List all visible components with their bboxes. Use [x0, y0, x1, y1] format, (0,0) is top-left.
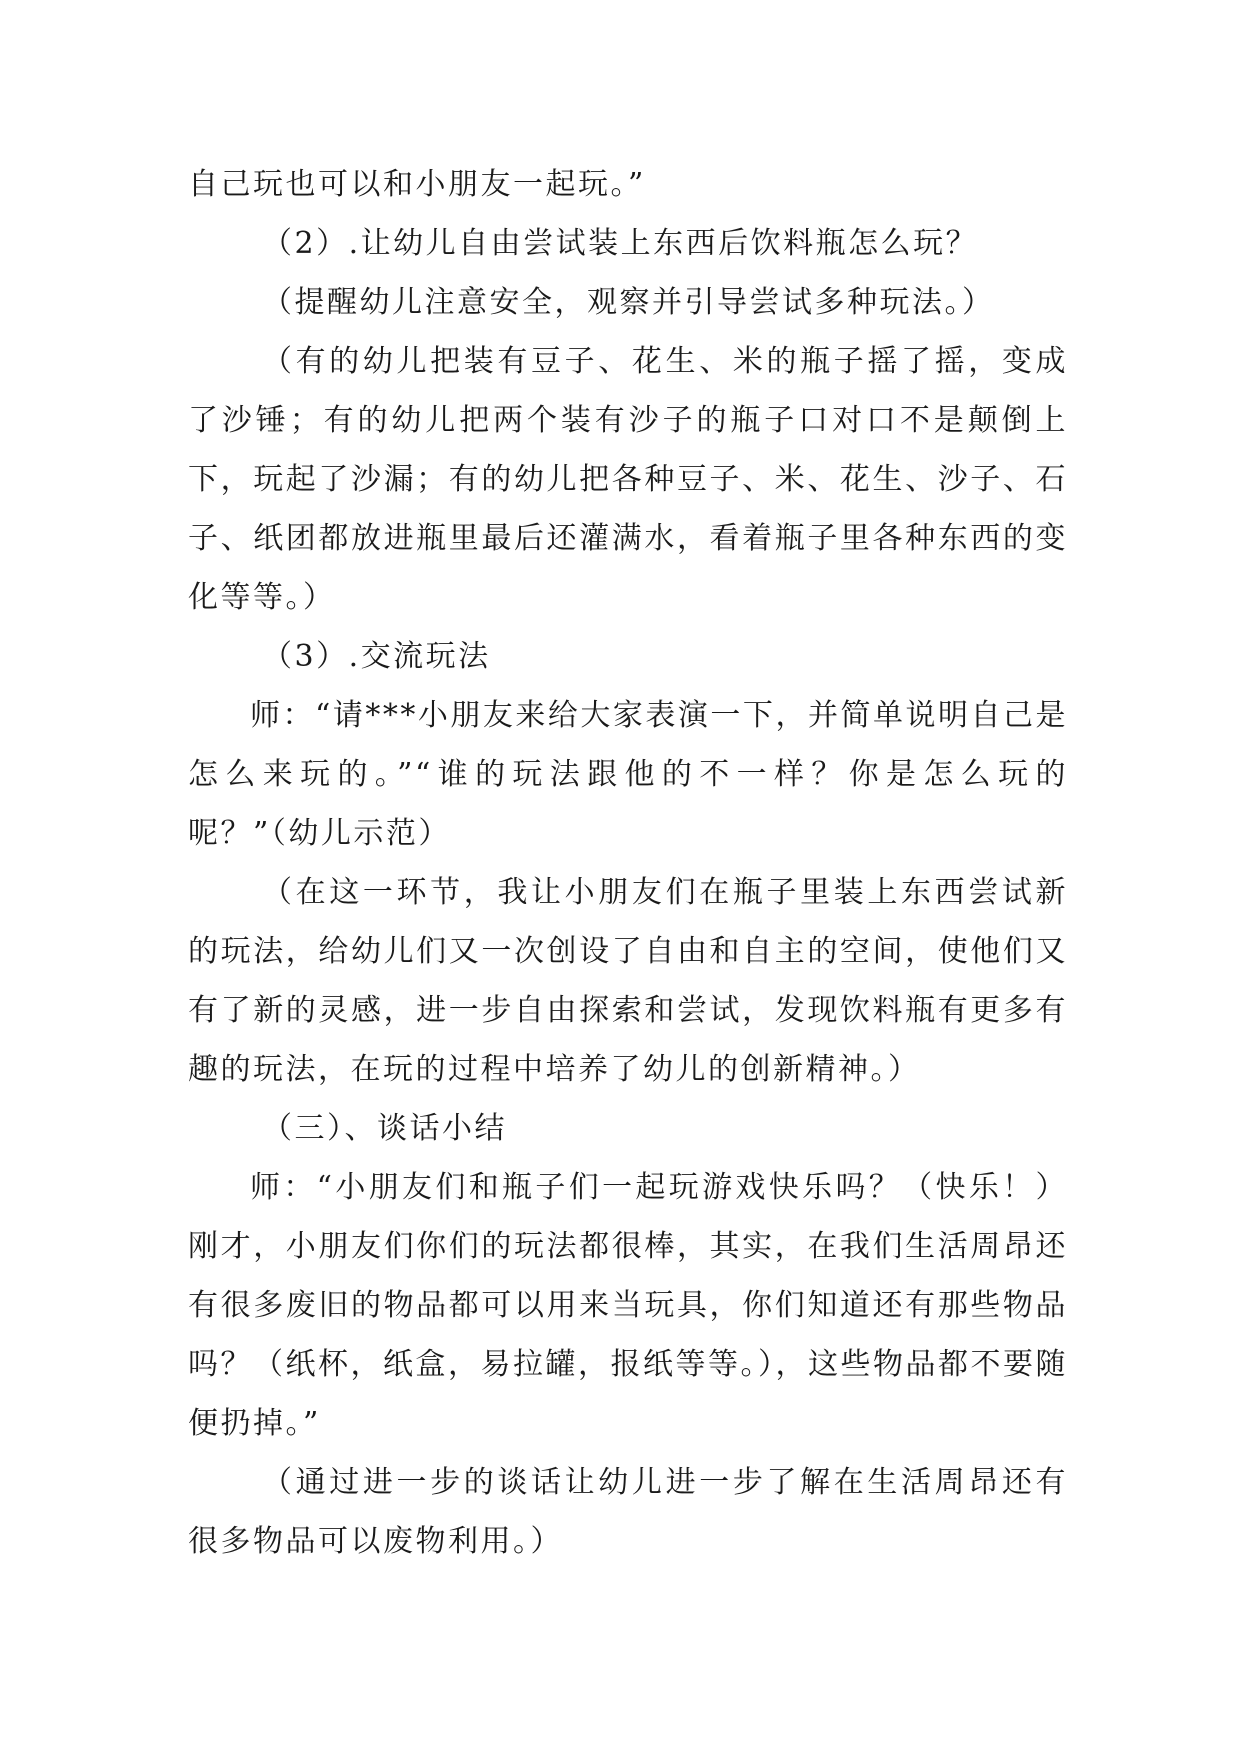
- paragraph-safety-note: （提醒幼儿注意安全，观察并引导尝试多种玩法。）: [262, 285, 995, 320]
- paragraph-continuation: 自己玩也可以和小朋友一起玩。”: [188, 167, 646, 202]
- paragraph-closing: （通过进一步的谈话让幼儿进一步了解在生活周昂还有很多物品可以废物利用。）: [188, 1465, 1068, 1559]
- section-heading-summary: （三）、谈话小结: [262, 1111, 507, 1146]
- paragraph-teacher-summary: 师：“小朋友们和瓶子们一起玩游戏快乐吗？（快乐！）刚才，小朋友们你们的玩法都很棒，其实，在我们生活周昂还有很多废旧的物品都可以用来当玩具，你们知道还有那些物品吗？（纸杯，纸盒，易拉罐，报纸等等。），这些物品都不要随便扔掉。”: [188, 1170, 1068, 1441]
- paragraph-reflection: （在这一环节，我让小朋友们在瓶子里装上东西尝试新的玩法，给幼儿们又一次创设了自由和自主的空间，使他们又有了新的灵感，进一步自由探索和尝试，发现饮料瓶有更多有趣的玩法，在玩的过程中培养了幼儿的创新精神。）: [188, 875, 1068, 1087]
- paragraph-step-3: （3）.交流玩法: [262, 639, 491, 674]
- document-body: [188, 155, 1068, 1571]
- paragraph-teacher-prompt: 师：“请***小朋友来给大家表演一下，并简单说明自己是怎么来玩的。”“谁的玩法跟他的不一样？你是怎么玩的呢？”（幼儿示范）: [188, 698, 1068, 851]
- paragraph-play-examples: （有的幼儿把装有豆子、花生、米的瓶子摇了摇，变成了沙锤；有的幼儿把两个装有沙子的瓶子口对口不是颠倒上下，玩起了沙漏；有的幼儿把各种豆子、米、花生、沙子、石子、纸团都放进瓶里最后还灌满水，看着瓶子里各种东西的变化等等。）: [188, 344, 1068, 615]
- paragraph-step-2: （2）.让幼儿自由尝试装上东西后饮料瓶怎么玩？: [262, 226, 979, 261]
